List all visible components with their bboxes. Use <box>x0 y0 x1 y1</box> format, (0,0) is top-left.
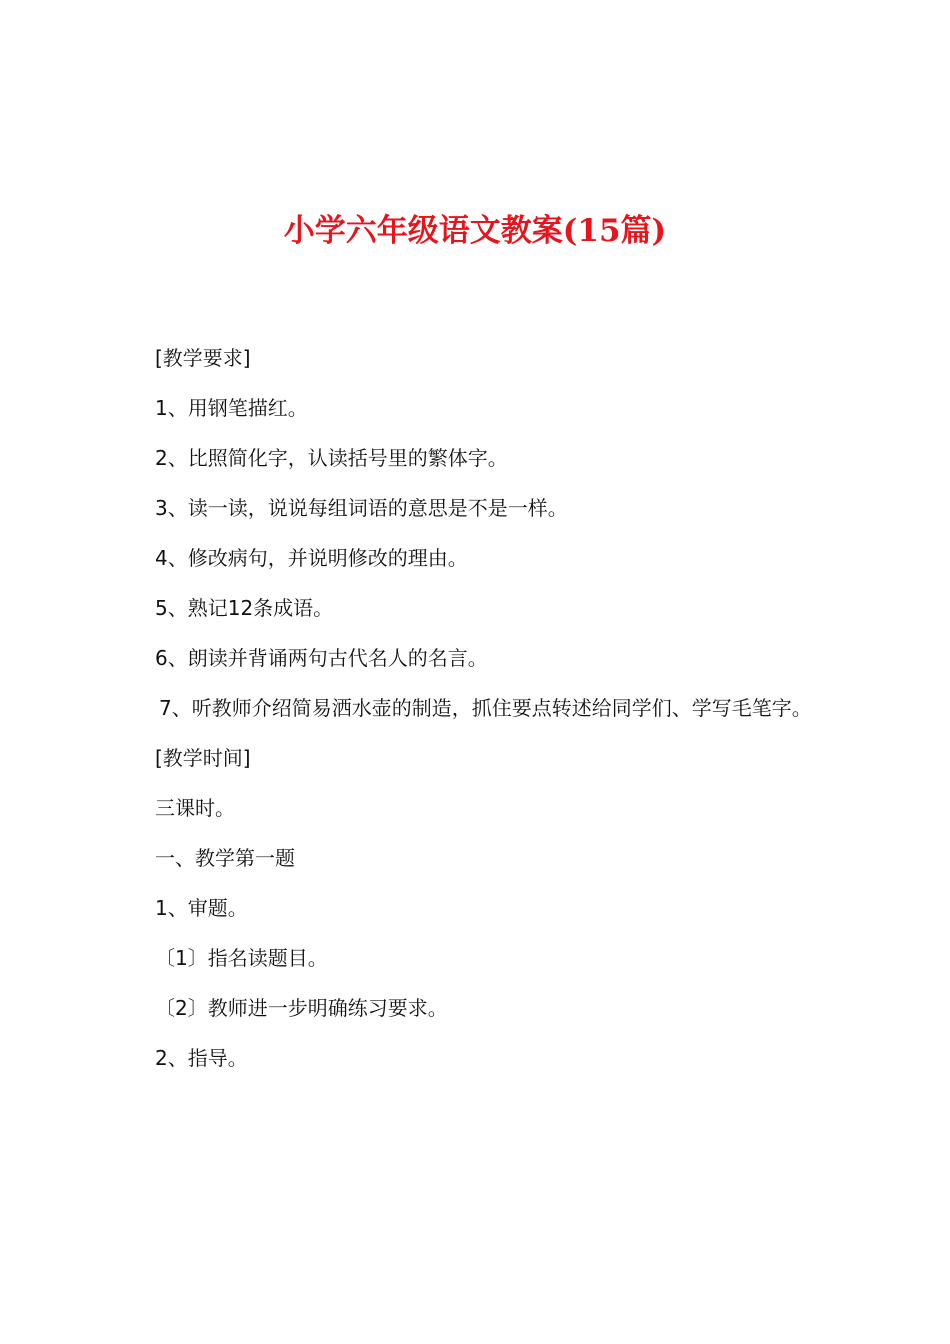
sub-list-item: 〔2〕教师进一步明确练习要求。 <box>155 996 448 1020</box>
document-title: 小学六年级语文教案(15篇) <box>283 213 667 249</box>
sub-list-item: 〔1〕指名读题目。 <box>155 946 328 970</box>
list-item: 6、朗读并背诵两句古代名人的名言。 <box>155 646 488 670</box>
list-item: 2、指导。 <box>155 1046 248 1070</box>
list-item: 7、听教师介绍简易洒水壶的制造，抓住要点转述给同学们、学写毛笔字。 <box>159 696 812 720</box>
list-item: 4、修改病句，并说明修改的理由。 <box>155 546 468 570</box>
section-heading: 一、教学第一题 <box>155 846 295 870</box>
list-item: 1、审题。 <box>155 896 248 920</box>
section-heading-requirements: [教学要求] <box>155 346 251 370</box>
list-item: 5、熟记12条成语。 <box>155 596 334 620</box>
list-item: 1、用钢笔描红。 <box>155 396 308 420</box>
paragraph: 三课时。 <box>155 796 235 820</box>
list-item: 3、读一读，说说每组词语的意思是不是一样。 <box>155 496 568 520</box>
section-heading-time: [教学时间] <box>155 746 251 770</box>
list-item: 2、比照简化字，认读括号里的繁体字。 <box>155 446 508 470</box>
document-body <box>127 333 837 1083</box>
